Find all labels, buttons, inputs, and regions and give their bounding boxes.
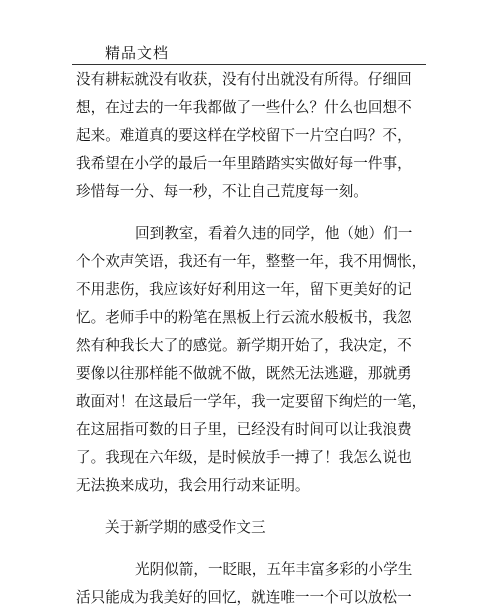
text-line: 不用悲伤，我应该好好利用这一年，留下更美好的记 xyxy=(76,281,412,298)
text-line: 活只能成为我美好的回忆，就连唯一一个可以放松一 xyxy=(76,589,412,606)
text-line: 个个欢声笑语，我还有一年，整整一年，我不用惆怅， xyxy=(76,253,427,270)
text-line: 在这屈指可数的日子里，已经没有时间可以让我浪费 xyxy=(76,421,412,438)
document-body xyxy=(76,66,432,612)
section-heading-text: 关于新学期的感受作文三 xyxy=(105,519,266,536)
paragraph-1 xyxy=(76,66,432,206)
text-line: 无法换来成功，我会用行动来证明。 xyxy=(76,477,310,494)
paragraph-spacing xyxy=(76,500,432,514)
header-divider xyxy=(72,64,426,65)
text-line: 忆。老师手中的粉笔在黑板上行云流水般板书，我忽 xyxy=(76,309,412,326)
text-line: 珍惜每一分、每一秒，不让自己荒度每一刻。 xyxy=(76,183,368,200)
text-line: 要像以往那样能不做就不做，既然无法逃避，那就勇 xyxy=(76,365,412,382)
text-line: 想，在过去的一年我都做了一些什么？什么也回想不 xyxy=(76,99,412,116)
paragraph-2 xyxy=(76,220,432,500)
text-line: 敢面对！在这最后一学年，我一定要留下绚烂的一笔， xyxy=(76,393,427,410)
text-line: 我希望在小学的最后一年里踏踏实实做好每一件事， xyxy=(76,155,412,172)
text-line: 回到教室，看着久违的同学，他（她）们一 xyxy=(135,225,413,242)
paragraph-spacing xyxy=(76,542,432,556)
document-header-title: 精品文档 xyxy=(105,44,170,62)
section-heading xyxy=(76,514,432,542)
paragraph-3 xyxy=(76,556,432,612)
paragraph-spacing xyxy=(76,206,432,220)
text-line: 没有耕耘就没有收获，没有付出就没有所得。仔细回 xyxy=(76,71,412,88)
text-line: 起来。难道真的要这样在学校留下一片空白吗？不， xyxy=(76,127,412,144)
text-line: 了。我现在六年级，是时候放手一搏了！我怎么说也 xyxy=(76,449,412,466)
text-line: 光阴似箭，一眨眼，五年丰富多彩的小学生 xyxy=(135,561,413,578)
text-line: 然有种我长大了的感觉。新学期开始了，我决定，不 xyxy=(76,337,412,354)
